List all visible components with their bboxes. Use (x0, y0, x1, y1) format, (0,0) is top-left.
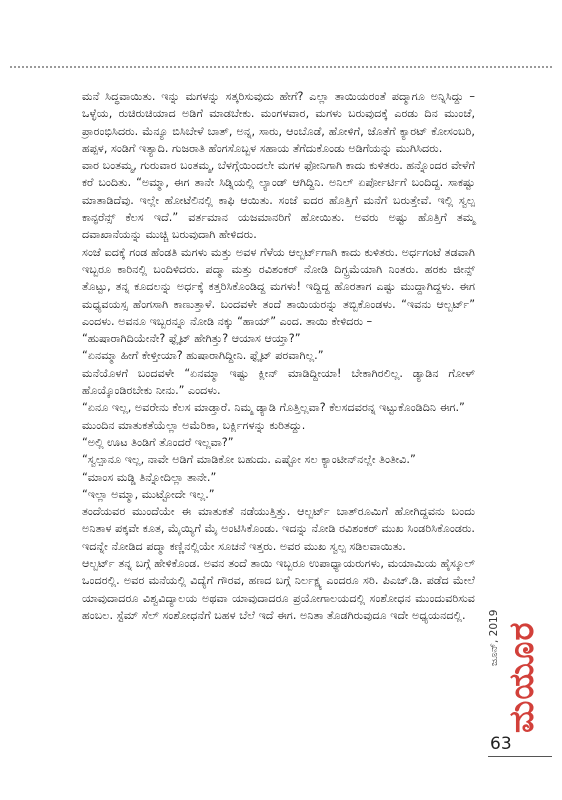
paragraph: “ಏನಮ್ಮಾ ಹೀಗೆ ಕೇಳ್ತೀಯಾ? ಹುಷಾರಾಗಿದ್ದೀನಿ. ಫ್ಲೈಟ್ ಪರವಾಗಿಲ್ಲ.” (82, 349, 324, 363)
page-number: 63 (490, 734, 512, 754)
magazine-title: ಮಯೂರ (502, 621, 542, 733)
footer-rule (488, 756, 552, 757)
article-body (82, 88, 475, 624)
top-dotted-rule (10, 66, 552, 68)
paragraph: ಮುಂದಿನ ಮಾತುಕತೆಯೆಲ್ಲಾ ಅಮೆರಿಕಾ, ಬರ್ಕ್ಲಿಗಳನ್ನು ಕುರಿತದ್ದು. (82, 418, 306, 432)
magazine-sidebar (486, 578, 546, 738)
paragraph: ಆಲ್ಬರ್ಟ್ ತನ್ನ ಬಗ್ಗೆ ಹೇಳಿಕೊಂಡ. ಅವನ ತಂದೆ ತಾಯಿ ಇಬ್ಬರೂ ಉಪಾಧ್ಯಾಯರುಗಳು, ಮಯಾಮಿಯ ಹೈಸ್ಕೂಲ್ ಒಂದರಲ್ಲಿ. ಅವರ ಮನೆಯಲ್ಲಿ ವಿದ್ಯೆಗೆ ಗೌರವ, ಹಣದ ಬಗ್ಗೆ ನಿರ್ಲಕ್ಷ್ಯ ಎಂದರೂ ಸರಿ. ಪಿಎಚ್.ಡಿ. ಪಡೆದ ಮೇಲೆ ಯಾವುದಾದರೂ ವಿಶ್ವವಿದ್ಯಾಲಯ ಅಥವಾ ಯಾವುದಾದರೂ ಪ್ರಯೋಗಾಲಯದಲ್ಲಿ ಸಂಶೋಧನ ಮುಂದುವರಿಸುವ ಹಂಬಲ. ಸ್ಟೆಮ್ ಸೆಲ್ ಸಂಶೋಧನೆಗೆ ಬಹಳ ಬೆಲೆ ಇದೆ ಈಗ. ಅನಿತಾ ತೊಡಗಿರುವುದೂ ಇದೇ ಅಧ್ಯಯನದಲ್ಲಿ. (82, 557, 475, 622)
paragraph: ಮನೆ ಸಿದ್ಧವಾಯಿತು. ಇನ್ನು ಮಗಳನ್ನು ಸತ್ಕರಿಸುವುದು ಹೇಗೆ? ಎಲ್ಲಾ ತಾಯಿಯರಂತೆ ಪದ್ಮಾಗೂ ಅನ್ನಿಸಿದ್ದು – ಒಳ್ಳೆಯ, ರುಚಿರುಚಿಯಾದ ಅಡಿಗೆ ಮಾಡಬೇಕು. ಮಂಗಳವಾರ, ಮಗಳು ಬರುವುದಕ್ಕೆ ಎರಡು ದಿನ ಮುಂಚೆ, ಪ್ರಾರಂಭಿಸಿದರು. ಮೆನ್ಯೂ ಬಿಸಿಬೇಳೆ ಬಾತ್, ಅನ್ನ, ಸಾರು, ಆಂಬೊಡೆ, ಹೋಳಿಗೆ, ಜೊತೆಗೆ ಕ್ಯಾರಟ್ ಕೋಸಂಬರಿ, ಹಪ್ಪಳ, ಸಂಡಿಗೆ ಇತ್ಯಾದಿ. ಗುಜರಾತಿ ಹೆಂಗಸೊಬ್ಬಳ ಸಹಾಯ ತೆಗೆದುಕೊಂಡು ಅಡಿಗೆಯನ್ನು ಮುಗಿಸಿದರು. (82, 90, 475, 155)
paragraph: ತಂದೆಯವರ ಮುಂದೆಯೇ ಈ ಮಾತುಕತೆ ನಡೆಯುತ್ತಿತ್ತು. ಆಲ್ಬರ್ಟ್ ಬಾತ್‌ರೂಮಿಗೆ ಹೋಗಿದ್ದವನು ಬಂದು ಅನಿತಾಳ ಪಕ್ಕವೇ ಕೂತ, ಮೈಯ್ಯಿಗೆ ಮೈ ಅಂಟಿಸಿಕೊಂಡು. ಇದನ್ನು ನೋಡಿ ರವಿಶಂಕರ್ ಮುಖ ಸಿಂಡರಿಸಿಕೊಂಡರು. ಇದನ್ನೇ ನೋಡಿದ ಪದ್ಮಾ ಕಣ್ಣಿನಲ್ಲಿಯೇ ಸೂಚನೆ ಇತ್ತರು. ಅವರ ಮುಖ ಸ್ವಲ್ಪ ಸಡಿಲವಾಯಿತು. (82, 505, 475, 553)
paragraph: ಮನೆಯೊಳಗೆ ಬಂದವಳೇ “ಏನಮ್ಮಾ ಇಷ್ಟು ಕ್ಲೀನ್ ಮಾಡಿದ್ದೀಯಾ! ಬೇಕಾಗಿರಲಿಲ್ಲ. ಡ್ಯಾಡಿನ ಗೋಳ್ ಹೊಯ್ಕೊಂಡಿರಬೇಕು ನೀನು.” ಎಂದಳು. (82, 366, 475, 398)
paragraph: “ಮಾಂಸ ಮಡ್ಡಿ ತಿನ್ನೋದಿಲ್ಲಾ ತಾನೇ.” (82, 470, 217, 484)
paragraph: ಸಂಜೆ ಐದಕ್ಕೆ ಗಂಡ ಹೆಂಡತಿ ಮಗಳು ಮತ್ತು ಅವಳ ಗೆಳೆಯ ಆಲ್ಬರ್ಟ್‌ಗಾಗಿ ಕಾದು ಕುಳಿತರು. ಅರ್ಧಗಂಟೆ ತಡವಾಗಿ ಇಬ್ಬರೂ ಕಾರಿನಲ್ಲಿ ಬಂದಿಳಿದರು. ಪದ್ಮಾ ಮತ್ತು ರವಿಶಂಕರ್ ನೋಡಿ ದಿಗ್ಭ್ರಮೆಯಾಗಿ ನಿಂತರು. ಹರಕು ಜೀನ್ಸ್ ತೊಟ್ಟು, ತನ್ನ ಕೂದಲನ್ನು ಅರ್ಧಕ್ಕೆ ಕತ್ತರಿಸಿಕೊಂಡಿದ್ದ ಮಗಳು! ಇದ್ದಿದ್ದ ಹೊರತಾಗ ಎಷ್ಟು ಮುದ್ದಾಗಿದ್ದಳು. ಈಗ ಮಧ್ಯವಯಸ್ಸ ಹೆಂಗಸಾಗಿ ಕಾಣುತ್ತಾಳೆ. ಬಂದವಳೇ ತಂದೆ ತಾಯಿಯರನ್ನು ತಬ್ಬಿಕೊಂಡಳು. “ಇವನು ಆಲ್ಬರ್ಟ್” ಎಂದಳು. ಅವನೂ ಇಬ್ಬರನ್ನೂ ನೋಡಿ ನಕ್ಕು “ಹಾಯ್” ಎಂದ. ತಾಯಿ ಕೇಳಿದರು – (82, 245, 475, 328)
paragraph: “ಏನೂ ಇಲ್ಲ, ಅವರೇನು ಕೆಲಸ ಮಾಡ್ತಾರೆ. ನಿಮ್ಮ ಡ್ಯಾಡಿ ಗೊತ್ತಿಲ್ಲವಾ? ಕೆಲಸದವರನ್ನ ಇಟ್ಟುಕೊಂಡಿದಿನಿ ಈಗ.” (82, 401, 465, 415)
paragraph: ವಾರ ಬಂತಮ್ಮ, ಗುರುವಾರ ಬಂತಮ್ಮ, ಬೆಳಗ್ಗೆಯಿಂದಲೇ ಮಗಳ ಫೋನಿಗಾಗಿ ಕಾದು ಕುಳಿತರು. ಹನ್ನೊಂದರ ವೇಳೆಗೆ ಕರೆ ಬಂದಿತು. “ಅಮ್ಮಾ, ಈಗ ತಾನೇ ಸಿಡ್ನಿಯಲ್ಲಿ ಲ್ಯಾಂಡ್ ಆಗಿದ್ದಿನಿ. ಅನಿಲ್ ಏರ್ಪೋರ್ಟಿಗೆ ಬಂದಿದ್ದ. ಸಾಕಷ್ಟು ಮಾತಾಡಿದೆವು. ಇಲ್ಲೇ ಹೋಟೆಲಿನಲ್ಲಿ ಕಾಫಿ ಆಯಿತು. ಸಂಜೆ ಐದರ ಹೊತ್ತಿಗೆ ಮನೆಗೆ ಬರುತ್ತೇವೆ. ಇಲ್ಲಿ ಸ್ವಲ್ಪ ಕಾನ್ಫರೆನ್ಸ್ ಕೆಲಸ ಇದೆ.” ವರ್ತಮಾನ ಯಜಮಾನರಿಗೆ ಹೋಯಿತು. ಅವರು ಅಷ್ಟು ಹೊತ್ತಿಗೆ ತಮ್ಮ ದವಾಖಾನೆಯನ್ನು ಮುಚ್ಚಿ ಬರುವುದಾಗಿ ಹೇಳಿದರು. (82, 159, 475, 242)
issue-date: ಜೂನ್, 2019 (488, 609, 500, 666)
paragraph: “ಹುಷಾರಾಗಿದಿಯೇನೇ? ಫ್ಲೈಟ್ ಹೇಗಿತ್ತು? ಆಯಾಸ ಆಯ್ತಾ?” (82, 332, 301, 346)
paragraph: “ಅಲ್ಲಿ ಊಟ ತಿಂಡಿಗೆ ತೊಂದರೆ ಇಲ್ಲವಾ?” (82, 435, 234, 449)
paragraph: “ಸ್ವಲ್ಪಾನೂ ಇಲ್ಲ, ನಾವೇ ಅಡಿಗೆ ಮಾಡಿಕೋ ಬಹುದು. ಎಷ್ಟೋ ಸಲ ಕ್ಯಾಂಟೀನ್‌ನಲ್ಲೇ ತಿಂತೀವಿ.” (82, 453, 416, 467)
paragraph: “ಇಲ್ಲಾ ಅಮ್ಮಾ, ಮುಟ್ಟೋದೇ ಇಲ್ಲ.” (82, 487, 215, 501)
